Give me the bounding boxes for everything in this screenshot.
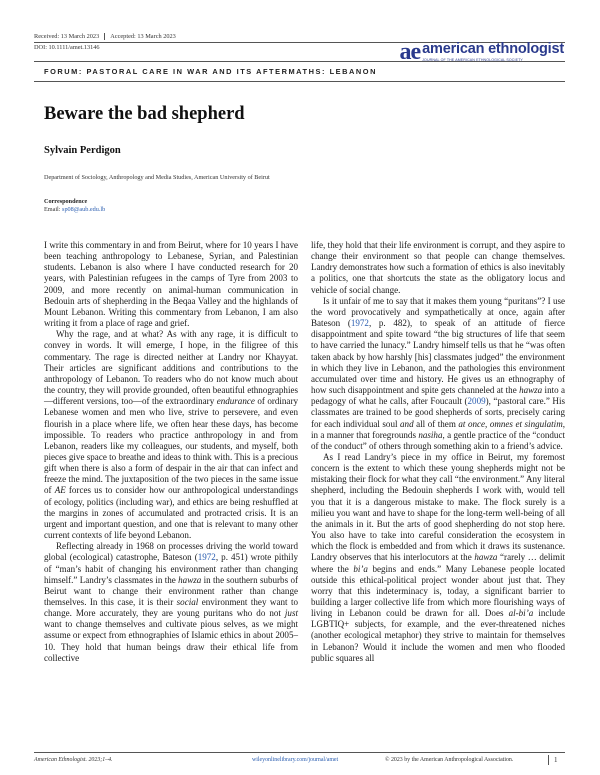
body-paragraph <box>44 329 298 541</box>
paragraph-text: in the southern suburbs of Beirut want to change their environment rather than change themselves. In this case, it is their <box>44 574 298 607</box>
italic-text: hawza <box>474 552 498 563</box>
page-number: 1 <box>554 756 558 764</box>
paragraph-text: of ordinary Lebanese women and men who live, strive to persevere, and even flourish in a place where life, we often hear these days, has become impossible. To readers who practice anthropology in and from Lebanon, readers like my colleagues, our students, and myself, both pieces give space to breathe and ideas to think with. This is a precious gift when there is also a form of despair in the air that can infect and freeze the mind. The juxtaposition of the two pieces in the same issue of <box>44 396 298 496</box>
paragraph-text: all of them <box>413 418 459 429</box>
italic-text: al-bi’a <box>508 608 534 619</box>
paragraph-text: I write this commentary in and from Beirut, where for 10 years I have been teaching anthropology to Lebanese, Syrian, and Palestinian students. Lebanon is also where I have conducted research for 20 years, with Palestinian refugees in the camps of Tyre from 2003 to 2009, and more recently on animal-human communication in Bedouin arts of shepherding in the Beqaa Valley and the highlands of Mount Lebanon. Writing this commentary from Lebanon, I am also writing it from a place of rage and grief. <box>44 240 298 329</box>
paragraph-text: Why the rage, and at what? As with any rage, it is difficult to convey in words. It will emerge, I hope, in the filigree of this commentary. The rage is directed neither at Landry nor Khayyat. Their articles are significant additions and contributions to the anthropology of Lebanon. To readers who do not know much about the country, they will provide grounded, often beautiful ethnographies—different versions, too—of the extraordinary <box>44 329 298 407</box>
body-paragraph <box>44 541 298 664</box>
email-link[interactable]: sp08@aub.edu.lb <box>62 206 106 213</box>
paragraph-text: ), “pastoral care.” His classmates are trained to be good shepherds of sorts, precisely caring for each individual soul <box>311 396 566 429</box>
body-paragraph <box>44 240 298 329</box>
paragraph-text: life, they hold that their life environment is corrupt, and they aspire to change their environment so that people can change themselves. Landry demonstrates how such a formation of ethics is also inevitably a politics, one that shortcuts the state as the obligatory locus and vehicle of social change. <box>311 240 565 295</box>
journal-name: american ethnologist <box>422 41 564 58</box>
correspondence-email <box>44 206 105 213</box>
author-affiliation: Department of Sociology, Anthropology and Media Studies, American University of Beirut <box>44 174 270 181</box>
footer-journal-url[interactable]: wileyonlinelibrary.com/journal/amet <box>252 757 339 763</box>
footer-page-separator <box>548 755 549 765</box>
date-separator <box>104 33 105 40</box>
italic-text: bi’a <box>353 563 368 574</box>
paragraph-text: , a gentle practice of the “conduct of the conduct” of others through something akin to a friend’s advice. <box>311 429 565 451</box>
footer-copyright: © 2023 by the American Anthropological Association. <box>385 757 514 763</box>
accepted-date: Accepted: 13 March 2023 <box>110 33 176 40</box>
author-name: Sylvain Perdigon <box>44 145 121 156</box>
journal-logo-text <box>422 42 564 62</box>
paragraph-text: “rarely … delimit where the <box>311 552 565 574</box>
citation-link[interactable]: 1972 <box>197 552 216 563</box>
paragraph-text: forces us to consider how our anthropological understandings of ecology, politics (including war), and ethics are being reshuffled at the margins in zones of accumulated and protracted crisis. It is an urgent and important question, and one that is relevant to many other current contexts of life beyond Lebanon. <box>44 485 298 541</box>
footer-rule <box>34 752 565 753</box>
italic-text: nasiha <box>418 429 443 440</box>
italic-text: hawza <box>178 574 202 585</box>
italic-text: social <box>176 597 199 607</box>
doi[interactable]: DOI: 10.1111/amet.13146 <box>34 44 100 51</box>
body-column-right <box>311 240 565 664</box>
header-rule-forum-bottom <box>34 81 565 82</box>
paragraph-text: As I read Landry’s piece in my office in Beirut, my foremost concern is the extent to which these young shepherds might not be mistaking their flock for what they call “the environment.” Any literal shepherd, including the Bedouin shepherds I work with, would tell you that it is a dangerous mistake to make. The flock surely is a milieu you want and have to shape for the long-term well-being of all the animals in it. But the arts of good shepherding do not stop here. You also have to take into careful consideration the ecosystem in which the flock is embedded and from which it draws its sustenance. Landry observes that his interlocutors at the <box>311 451 565 563</box>
paragraph-text: , p. 482), to speak of an attitude of fierce disappointment and spite toward “the big structures of life that seem to have carried the lunacy.” Landry himself tells us that he “was often taken aback by how harshly [his] classmates judged” the environment in which they live in Lebanon, and the pathologies this environment accumulated over time and history. He gives us an ethnography of how such disappointment and spite gets channeled at the <box>311 318 566 396</box>
italic-text: and <box>400 418 414 429</box>
italic-text: hawza <box>519 385 543 396</box>
citation-link[interactable]: 2009 <box>467 396 486 407</box>
body-paragraph <box>311 452 565 664</box>
paragraph-text: include LGBTIQ+ subjects, for example, and the ever-threatened niches (another ecological metaphor) they strive to maintain for themselves in Lebanon? Would it include the women and men who flooded public squares all <box>311 608 565 663</box>
italic-text: just <box>284 608 298 619</box>
italic-text: endurance <box>216 396 255 407</box>
correspondence-label: Correspondence <box>44 198 88 205</box>
body-column-left <box>44 240 298 664</box>
body-paragraph <box>311 296 565 452</box>
header-rule-forum-top <box>34 61 565 62</box>
italic-text: AE <box>54 485 66 496</box>
paragraph-text: , p. 451) wrote pithily of “man’s habit of changing his environment rather than changing himself.” Landry’s classmates in the <box>44 552 298 585</box>
footer-journal-citation: American Ethnologist. 2023;1–4. <box>34 757 113 763</box>
article-title: Beware the bad shepherd <box>44 104 245 124</box>
journal-subtitle: JOURNAL OF THE AMERICAN ETHNOLOGICAL SOCIETY <box>422 57 523 62</box>
paragraph-text: environment they want to change. More accurately, they are young puritans who do not <box>44 597 298 619</box>
paragraph-text: want to change themselves and cultivate pious selves, as we might assume or expect from ethnographies of Islamic ethics in about 2005–10. They hold that human beings draw their ethical life from collective <box>44 619 298 663</box>
paragraph-text: begins and ends.” Many Lebanese people located outside this ethical-political project wonder about just that. They worry that this indeterminacy is, today, a significant barrier to building a larger collective life from which more flourishing ways of living in Lebanon could be drawn for all. Does <box>311 563 565 619</box>
paragraph-text: , in a manner that foregrounds <box>311 418 565 440</box>
paragraph-text: Is it unfair of me to say that it makes them young “puritans”? I use the word provocatively and sympathetically at once, again after Bateson ( <box>311 295 565 329</box>
citation-link[interactable]: 1972 <box>350 318 369 329</box>
article-dates <box>34 33 176 40</box>
forum-heading: FORUM: PASTORAL CARE IN WAR AND ITS AFTERMATHS: LEBANON <box>44 67 377 76</box>
journal-logo-mark: ae <box>399 39 421 65</box>
italic-text: at once, omnes et singulatim <box>458 418 563 429</box>
paragraph-text: into a pedagogy of what he calls, after Foucault ( <box>311 385 565 407</box>
paragraph-text: Reflecting already in 1968 on processes driving the world toward global (ecological) catastrophe, Bateson ( <box>44 541 298 563</box>
received-date: Received: 13 March 2023 <box>34 33 100 40</box>
body-paragraph <box>311 240 565 296</box>
email-prefix: Email: <box>44 206 61 213</box>
